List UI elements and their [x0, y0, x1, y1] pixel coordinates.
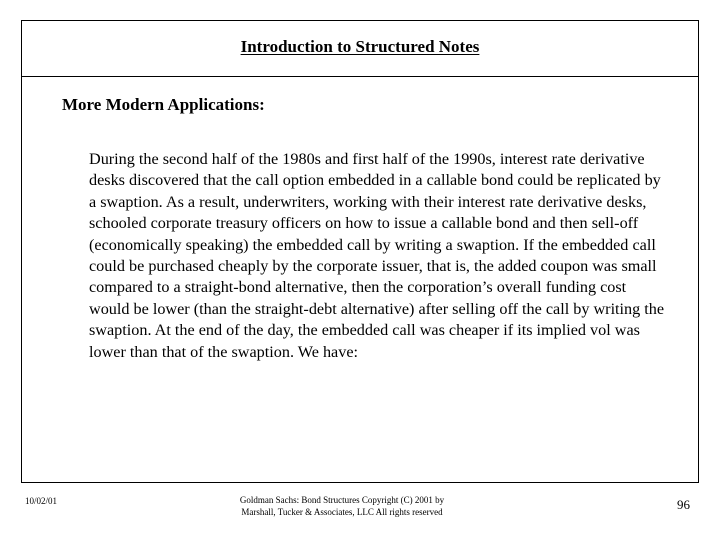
slide-frame [21, 20, 699, 483]
page-number: 96 [677, 497, 690, 512]
body-paragraph: During the second half of the 1980s and first half of the 1990s, interest rate derivative desks discovered that the call option embedded in a callable bond could be replicated by a swaption. As a result, underwriters, working with their interest rate derivative desks, schooled corporate treasury officers on how to issue a callable bond and then sell-off (economically speaking) the embedded call by writing a swaption. If the embedded call could be purchased cheaply by the corporate issuer, that is, the added coupon was small compared to a straight-bond alternative, then the corporation’s overall funding cost would be lower (than the straight-debt alternative) after selling off the call by writing the swaption. At the end of the day, the embedded call was cheaper if its implied vol was lower than that of the swaption. We have: [89, 150, 665, 361]
title-divider [22, 76, 698, 77]
section-heading: More Modern Applications: [62, 95, 265, 114]
footer-copyright: Goldman Sachs: Bond Structures Copyright (C) 2001 by Marshall, Tucker & Associates, LLC All rights reserved [239, 495, 445, 517]
slide-title: Introduction to Structured Notes [240, 37, 480, 56]
footer-date: 10/02/01 [25, 496, 58, 506]
